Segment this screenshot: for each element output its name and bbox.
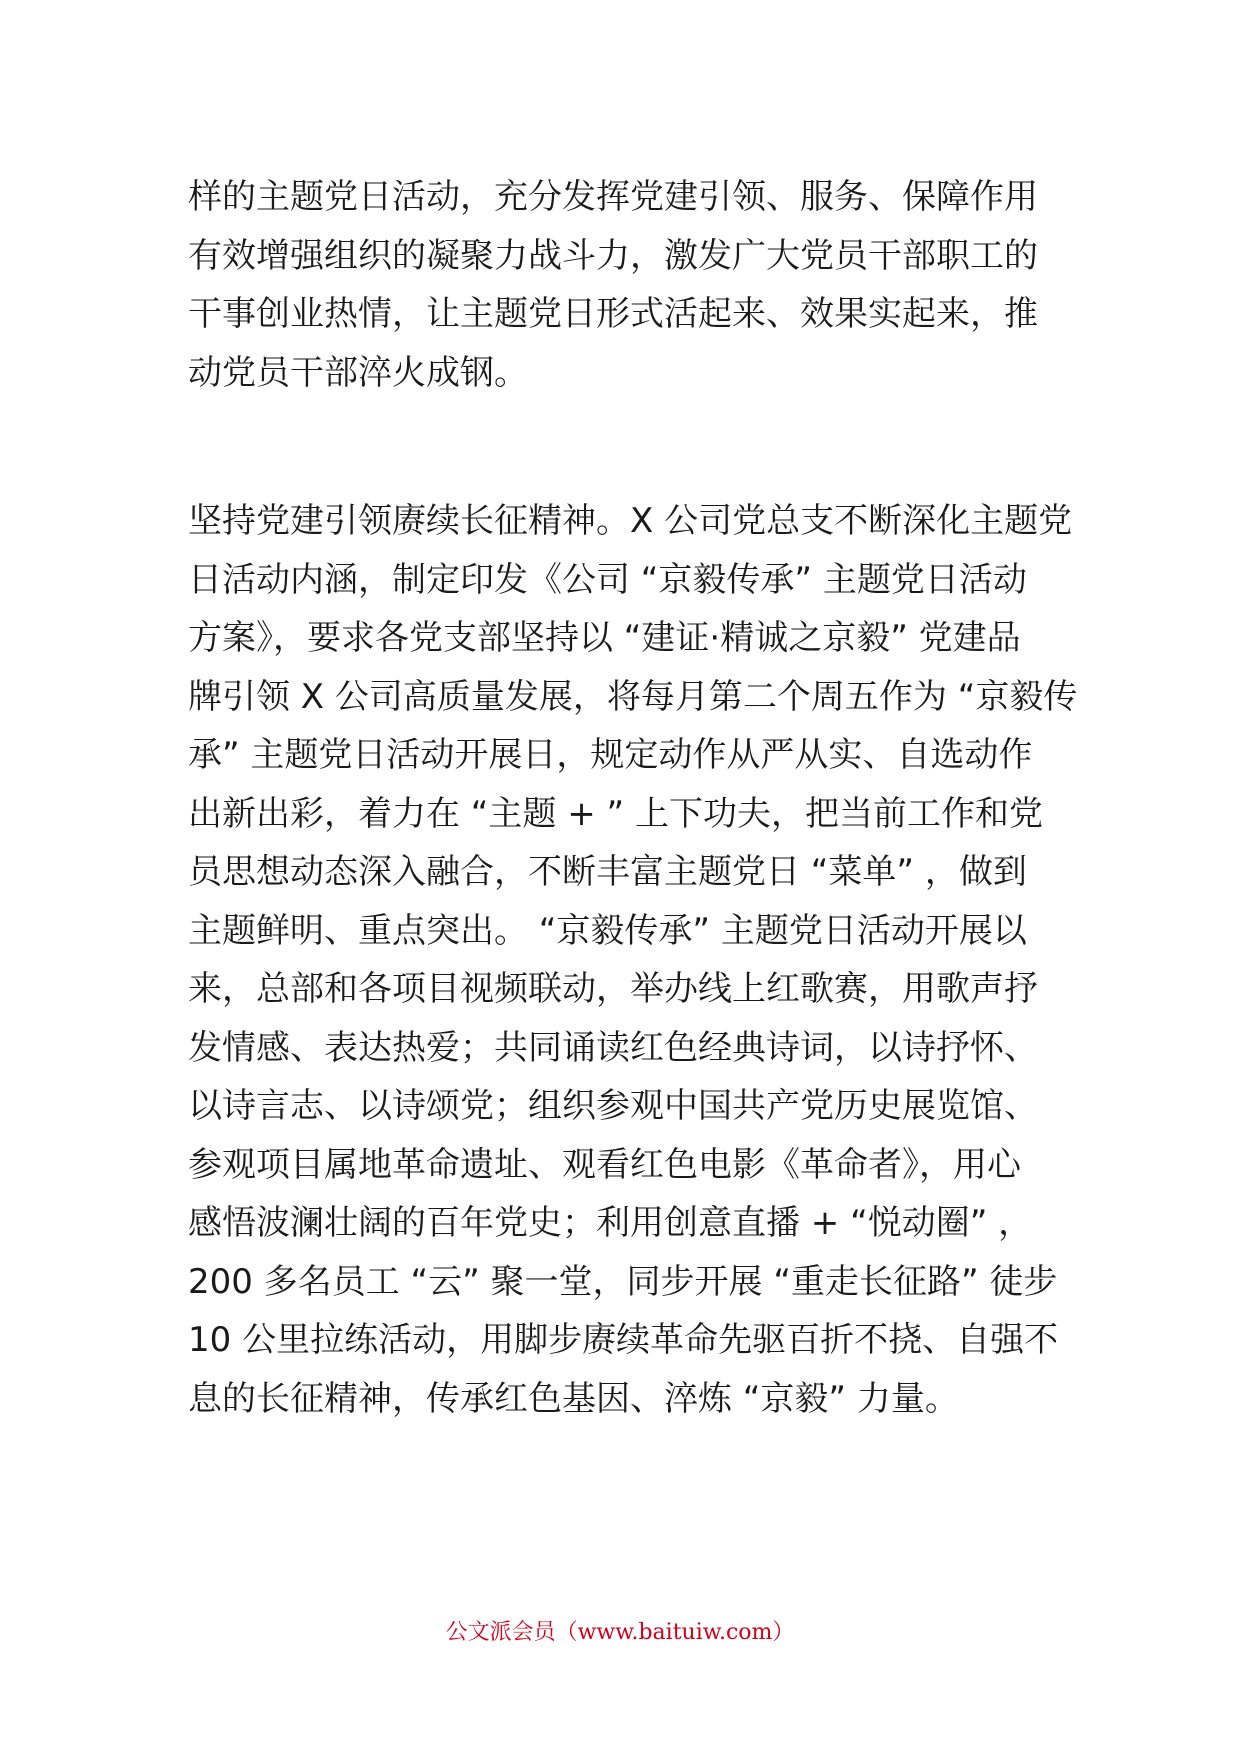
- text-line: 以诗言志、以诗颂党；组织参观中国共产党历史展览馆、: [188, 1086, 1038, 1126]
- text-line: 出新出彩，着力在 “主题 + ” 上下功夫，把当前工作和党: [188, 793, 1043, 834]
- text-line: 承” 主题党日活动开展日，规定动作从严从实、自选动作: [188, 735, 1033, 775]
- text-line: 参观项目属地革命遗址、观看红色电影《革命者》，用心: [188, 1144, 1021, 1185]
- text-line: 坚持党建引领赓续长征精神。X 公司党总支不断深化主题党: [188, 501, 1073, 541]
- text-line: 员思想动态深入融合，不断丰富主题党日 “菜单” ，做到: [188, 852, 1027, 892]
- text-line: 有效增强组织的凝聚力战斗力，激发广大党员干部职工的: [188, 235, 1038, 276]
- text-line: 日活动内涵，制定印发《公司 “京毅传承” 主题党日活动: [188, 559, 1027, 600]
- paragraph-2: [188, 492, 1088, 1428]
- text-line: 来，总部和各项目视频联动，举办线上红歌赛，用歌声抒: [188, 969, 1038, 1009]
- text-line: 主题鲜明、重点突出。 “京毅传承” 主题党日活动开展以: [188, 910, 1027, 951]
- paragraph-1: [188, 168, 1088, 402]
- text-line: 牌引领 X 公司高质量发展，将每月第二个周五作为 “京毅传: [188, 676, 1078, 717]
- text-line: 方案》，要求各党支部坚持以 “建证·精诚之京毅” 党建品: [188, 618, 1021, 658]
- text-line: 发情感、表达热爱；共同诵读红色经典诗词，以诗抒怀、: [188, 1027, 1038, 1068]
- text-line: 息的长征精神，传承红色基因、淬炼 “京毅” 力量。: [188, 1378, 959, 1419]
- text-line: 样的主题党日活动，充分发挥党建引领、服务、保障作用: [188, 177, 1038, 217]
- text-line: 感悟波澜壮阔的百年党史；利用创意直播 + “悦动圈” ，: [188, 1203, 1033, 1243]
- text-line: 200 多名员工 “云” 聚一堂，同步开展 “重走长征路” 徒步: [188, 1261, 1058, 1302]
- footer-watermark: 公文派会员（www.baituiw.com）: [445, 1620, 795, 1645]
- text-line: 干事创业热情，让主题党日形式活起来、效果实起来，推: [188, 294, 1038, 334]
- text-line: 10 公里拉练活动，用脚步赓续革命先驱百折不挠、自强不: [188, 1320, 1059, 1360]
- text-line: 动党员干部淬火成钢。: [188, 352, 528, 393]
